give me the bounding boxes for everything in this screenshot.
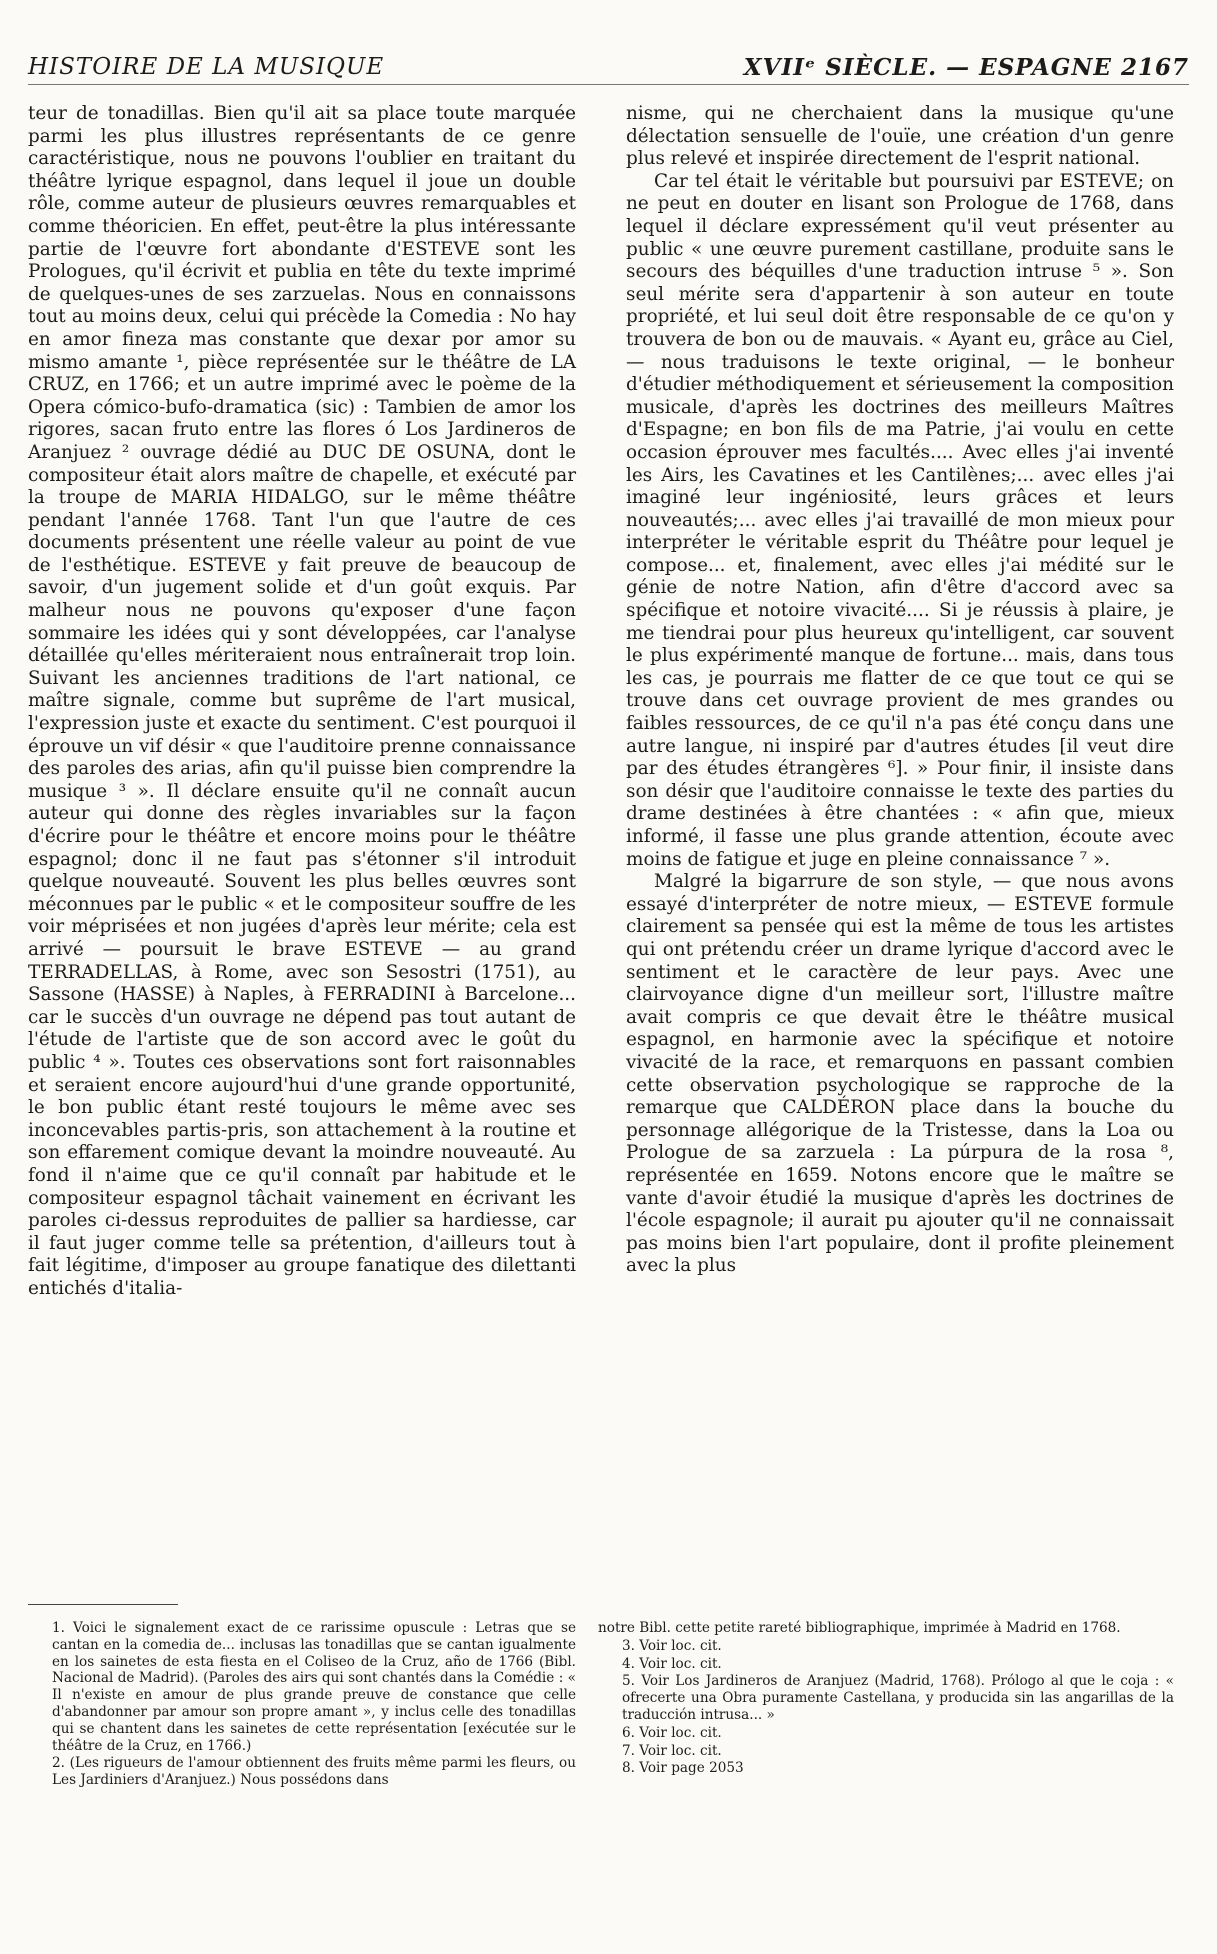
paragraph: Malgré la bigarrure de son style, — que nous avons essayé d'interpréter de notre mieux, — ESTEVE formule clairement sa pensée qui est la même de tous les artistes qui ont prétendu créer un drame lyrique d'accord avec le sentiment et le caractère de leur pays. Avec une clairvoyance digne d'un meilleur sort, l'illustre maître avait compris ce que devait être le théâtre musical espagnol, en harmonie avec la spécifique et notoire vivacité de la race, et remarquons en passant combien cette observation psychologique se rapproche de la remarque que CALDÉRON place dans la bouche du personnage allégorique de la Tristesse, dans la Loa ou Prologue de sa zarzuela : La púrpura de la rosa ⁸, représentée en 1659. Notons encore que le maître se vante d'avoir étudié la musique d'après les doctrines de l'école espagnole; il aurait pu ajouter qu'il ne connaissait pas moins bien l'art populaire, dont il profite pleinement avec la plus xyxy=(626,871,1174,1277)
running-header xyxy=(28,54,1189,85)
footnote: 1. Voici le signalement exact de ce rarissime opuscule : Letras que se cantan en la comedia de... inclusas las tonadillas que se cantan igualmente en los sainetes de esta fiesta en el Coliseo de la Cruz, año de 1766 (Bibl. Nacional de Madrid). (Paroles des airs qui sont chantés dans la Comédie : « Il n'existe en amour de plus grande preuve de constance que celle d'abandonner par amour son propre amant », y inclus celle des tonadillas qui se chantent dans les sainetes de cette représentation [exécutée sur le théâtre de la Cruz, en 1766.) xyxy=(52,1620,576,1754)
footnote: 5. Voir Los Jardineros de Aranjuez (Madrid, 1768). Prólogo al que le coja : « ofrecerte una Obra puramente Castellana, y producida sin las angarillas de la traducción intrusa... » xyxy=(622,1673,1174,1723)
paragraph: Car tel était le véritable but poursuivi par ESTEVE; on ne peut en douter en lisant son Prologue de 1768, dans lequel il déclare expressément qu'il veut présenter au public « une œuvre purement castillane, produite sans le secours des béquilles d'une traduction intruse ⁵ ». Son seul mérite sera d'appartenir à son auteur en toute propriété, et lui seul doit être responsable de ce qu'on y trouvera de bon ou de mauvais. « Ayant eu, grâce au Ciel, — nous traduisons le texte original, — le bonheur d'étudier méthodiquement et sérieusement la composition musicale, d'après les doctrines des meilleurs Maîtres d'Espagne; en bon fils de ma Patrie, j'ai voulu en cette occasion éprouver mes facultés.... Avec elles j'ai inventé les Airs, les Cavatines et les Cantilènes;... avec elles j'ai imaginé leur ingéniosité, leurs grâces et leurs nouveautés;... avec elles j'ai travaillé de mon mieux pour interpréter le véritable esprit du Théâtre pour lequel je compose... et, finalement, avec elles j'ai médité sur le génie de notre Nation, afin d'être d'accord avec sa spécifique et notoire vivacité.... Si je réussis à plaire, je me tiendrai pour plus heureux qu'intelligent, car souvent le plus expérimenté manque de fortune... mais, dans tous les cas, je pourrais me flatter de ce que tout ce qui se trouve dans cet ouvrage provient de mes grandes ou faibles ressources, de ce qu'il n'a pas été conçu dans une autre langue, ni inspiré par d'autres études [il veut dire par des études étrangères ⁶]. » Pour finir, il insiste dans son désir que l'auditoire connaisse le texte des parties du drame destinées à être chantées : « afin que, mieux informé, il fasse une plus grande attention, écoute avec moins de fatigue et juge en pleine connaissance ⁷ ». xyxy=(626,170,1174,870)
footnote: 2. (Les rigueurs de l'amour obtiennent des fruits même parmi les fleurs, ou Les Jardiniers d'Aranjuez.) Nous possédons dans xyxy=(52,1755,576,1789)
footnote: 4. Voir loc. cit. xyxy=(622,1655,722,1672)
paragraph: nisme, qui ne cherchaient dans la musique qu'une délectation sensuelle de l'ouïe, une création d'un genre plus relevé et inspirée directement de l'esprit national. xyxy=(626,103,1174,170)
footnotes-right xyxy=(598,1620,1174,1778)
right-column xyxy=(626,103,1174,1278)
footnote: 3. Voir loc. cit. xyxy=(622,1637,722,1654)
footnotes-left xyxy=(28,1620,576,1790)
left-column xyxy=(28,103,576,1300)
header-title: HISTOIRE DE LA MUSIQUE xyxy=(28,54,385,80)
footnote: notre Bibl. cette petite rareté bibliographique, imprimée à Madrid en 1768. xyxy=(598,1620,1121,1636)
footnote: 6. Voir loc. cit. xyxy=(622,1724,722,1741)
paragraph: teur de tonadillas. Bien qu'il ait sa place toute marquée parmi les plus illustres représentants de ce genre caractéristique, nous ne pouvons l'oublier en traitant du théâtre lyrique espagnol, dans lequel il joue un double rôle, comme auteur de plusieurs œuvres remarquables et comme théoricien. En effet, peut-être la plus intéressante partie de l'œuvre fort abondante d'ESTEVE sont les Prologues, qu'il écrivit et publia en tête du texte imprimé de quelques-unes de ses zarzuelas. Nous en connaissons tout au moins deux, celui qui précède la Comedia : No hay en amor fineza mas constante que dexar por amor su mismo amante ¹, pièce représentée sur le théâtre de LA CRUZ, en 1766; et un autre imprimé avec le poème de la Opera cómico-bufo-dramatica (sic) : Tambien de amor los rigores, sacan fruto entre las flores ó Los Jardineros de Aranjuez ² ouvrage dédié au DUC DE OSUNA, dont le compositeur était alors maître de chapelle, et exécuté par la troupe de MARIA HIDALGO, sur le même théâtre pendant l'année 1768. Tant l'un que l'autre de ces documents présentent une réelle valeur au point de vue de l'esthétique. ESTEVE y fait preuve de beaucoup de savoir, d'un jugement solide et d'un goût exquis. Par malheur nous ne pouvons qu'exposer d'une façon sommaire les idées qui y sont développées, car l'analyse détaillée qu'elles mériteraient nous entraînerait trop loin. Suivant les anciennes traditions de l'art national, ce maître signale, comme but suprême de l'art musical, l'expression juste et exacte du sentiment. C'est pourquoi il éprouve un vif désir « que l'auditoire prenne connaissance des paroles des arias, afin qu'il puisse bien comprendre la musique ³ ». Il déclare ensuite qu'il ne connaît aucun auteur qui donne des règles invariables sur la façon d'écrire pour le théâtre et encore moins pour le théâtre espagnol; donc il ne faut pas s'étonner s'il introduit quelque nouveauté. Souvent les plus belles œuvres sont méconnues par le public « et le compositeur souffre de les voir méprisées et non jugées d'après leur mérite; cela est arrivé — poursuit le brave ESTEVE — au grand TERRADELLAS, à Rome, avec son Sesostri (1751), au Sassone (HASSE) à Naples, à FERRADINI à Barcelone... car le succès d'un ouvrage ne dépend pas tout autant de l'étude de l'artiste que de son accord avec le goût du public ⁴ ». Toutes ces observations sont fort raisonnables et seraient encore aujourd'hui d'une grande opportunité, le bon public étant resté toujours le même avec ses inconcevables partis-pris, son attachement à la routine et son effarement comique devant la moindre nouveauté. Au fond il n'aime que ce qu'il connaît par habitude et le compositeur espagnol tâchait vainement en écrivant les paroles ci-dessus reproduites de pallier sa hardiesse, car il faut juger comme telle sa prétention, d'ailleurs tout à fait légitime, d'imposer au groupe fanatique des dilettanti entichés d'italia- xyxy=(28,103,576,1299)
footnote-divider xyxy=(28,1604,178,1605)
footnote: 7. Voir loc. cit. xyxy=(622,1742,722,1759)
footnote: 8. Voir page 2053 xyxy=(622,1760,744,1777)
header-section-and-page: XVIIᵉ SIÈCLE. — ESPAGNE 2167 xyxy=(743,54,1189,81)
